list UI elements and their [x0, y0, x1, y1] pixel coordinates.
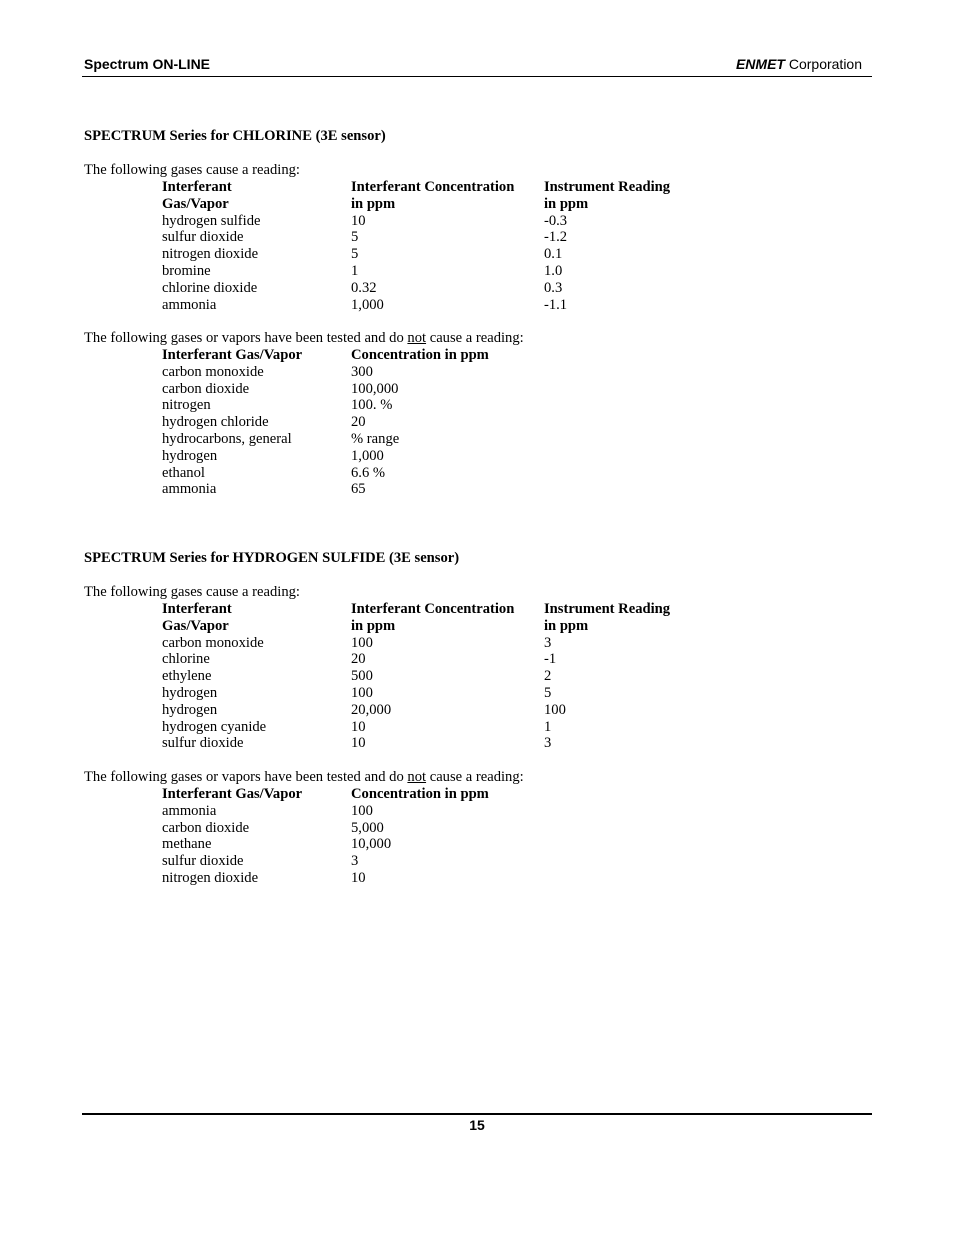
page-header — [84, 56, 862, 76]
concentration-cell: 1 — [351, 262, 359, 279]
gas-cell: nitrogen — [162, 397, 211, 414]
header-rule — [82, 76, 872, 77]
header-gas: Gas/Vapor — [162, 195, 229, 212]
concentration-cell: 100 — [351, 802, 373, 819]
gas-cell: hydrogen — [162, 701, 218, 718]
header-gas: Interferant — [162, 179, 232, 195]
concentration-cell: 0.32 — [351, 279, 377, 296]
gas-cell: nitrogen dioxide — [162, 869, 259, 886]
gas-cell: hydrogen — [162, 447, 218, 464]
no-reading-intro — [84, 769, 524, 786]
concentration-cell: 5,000 — [351, 819, 384, 836]
gas-cell: ethylene — [162, 668, 212, 685]
intro-text: cause a reading: — [426, 769, 524, 785]
reading-cell: 100 — [544, 701, 566, 718]
reading-cell: -1.2 — [544, 229, 568, 246]
header-concentration: in ppm — [351, 195, 396, 212]
gas-cell: carbon monoxide — [162, 363, 264, 380]
section-title: SPECTRUM Series for CHLORINE (3E sensor) — [84, 128, 386, 144]
concentration-cell: 20 — [351, 414, 366, 431]
reading-cell: 0.3 — [544, 279, 563, 296]
gas-cell: hydrogen chloride — [162, 414, 269, 431]
header-gas: Gas/Vapor — [162, 617, 229, 634]
concentration-cell: 100 — [351, 684, 373, 701]
no-reading-intro — [84, 330, 524, 347]
gas-cell: hydrogen cyanide — [162, 718, 267, 735]
footer-rule — [82, 1113, 872, 1115]
gas-cell: sulfur dioxide — [162, 229, 244, 246]
gas-cell: sulfur dioxide — [162, 735, 244, 752]
concentration-cell: 6.6 % — [351, 464, 386, 481]
page-number: 15 — [469, 1117, 485, 1133]
intro-emphasis: not — [407, 769, 427, 785]
concentration-cell: 5 — [351, 229, 359, 246]
reading-cell: -1.1 — [544, 296, 568, 313]
company-name — [736, 56, 862, 72]
concentration-cell: 100 — [351, 634, 373, 651]
concentration-cell: 100. % — [351, 397, 393, 414]
header-concentration: Concentration in ppm — [351, 786, 489, 802]
header-reading: in ppm — [544, 617, 589, 634]
reading-cell: 3 — [544, 735, 552, 752]
header-reading: in ppm — [544, 195, 589, 212]
concentration-cell: 100,000 — [351, 380, 399, 397]
header-concentration: Interferant Concentration — [351, 179, 515, 195]
intro-text: The following gases or vapors have been tested and do — [84, 769, 408, 785]
concentration-cell: 10 — [351, 212, 366, 229]
document-title: Spectrum ON-LINE — [84, 56, 211, 72]
gas-cell: chlorine dioxide — [162, 279, 258, 296]
reading-cell: 2 — [544, 668, 552, 685]
reading-cell: 1.0 — [544, 262, 563, 279]
intro-emphasis: not — [407, 330, 427, 346]
concentration-cell: % range — [351, 430, 400, 447]
gas-cell: carbon dioxide — [162, 819, 250, 836]
concentration-cell: 65 — [351, 481, 366, 498]
gas-cell: ammonia — [162, 802, 217, 819]
reading-cell: 1 — [544, 718, 552, 735]
reading-cell: -0.3 — [544, 212, 568, 229]
intro-text: The following gases or vapors have been tested and do — [84, 330, 408, 346]
gas-cell: methane — [162, 836, 212, 853]
header-reading: Instrument Reading — [544, 601, 671, 617]
header-concentration: Interferant Concentration — [351, 601, 515, 617]
header-concentration: in ppm — [351, 617, 396, 634]
gas-cell: carbon dioxide — [162, 380, 250, 397]
reading-intro: The following gases cause a reading: — [84, 162, 300, 178]
gas-cell: nitrogen dioxide — [162, 246, 259, 263]
gas-cell: hydrogen — [162, 684, 218, 701]
company-brand: ENMET — [735, 56, 785, 72]
concentration-cell: 10 — [351, 718, 366, 735]
gas-cell: hydrogen sulfide — [162, 212, 261, 229]
gas-cell: ammonia — [162, 296, 217, 313]
header-gas: Interferant Gas/Vapor — [162, 786, 303, 802]
header-gas: Interferant Gas/Vapor — [162, 347, 303, 363]
header-concentration: Concentration in ppm — [351, 347, 489, 363]
concentration-cell: 1,000 — [351, 447, 384, 464]
intro-text: cause a reading: — [426, 330, 524, 346]
company-suffix: Corporation — [788, 56, 862, 72]
reading-cell: 5 — [544, 684, 552, 701]
gas-cell: carbon monoxide — [162, 634, 264, 651]
gas-cell: ethanol — [162, 464, 205, 481]
gas-cell: hydrocarbons, general — [162, 430, 292, 447]
reading-intro: The following gases cause a reading: — [84, 584, 300, 600]
gas-cell: chlorine — [162, 651, 210, 668]
concentration-cell: 3 — [351, 853, 359, 870]
header-reading: Instrument Reading — [544, 179, 671, 195]
reading-cell: 3 — [544, 634, 552, 651]
concentration-cell: 10,000 — [351, 836, 392, 853]
section-title: SPECTRUM Series for HYDROGEN SULFIDE (3E sensor) — [84, 550, 460, 566]
concentration-cell: 500 — [351, 668, 373, 685]
concentration-cell: 1,000 — [351, 296, 384, 313]
concentration-cell: 10 — [351, 869, 366, 886]
gas-cell: sulfur dioxide — [162, 853, 244, 870]
concentration-cell: 10 — [351, 735, 366, 752]
concentration-cell: 5 — [351, 246, 359, 263]
reading-cell: 0.1 — [544, 246, 563, 263]
reading-cell: -1 — [544, 651, 557, 668]
concentration-cell: 20 — [351, 651, 366, 668]
gas-cell: bromine — [162, 262, 211, 279]
concentration-cell: 20,000 — [351, 701, 392, 718]
gas-cell: ammonia — [162, 481, 217, 498]
header-gas: Interferant — [162, 601, 232, 617]
concentration-cell: 300 — [351, 363, 373, 380]
